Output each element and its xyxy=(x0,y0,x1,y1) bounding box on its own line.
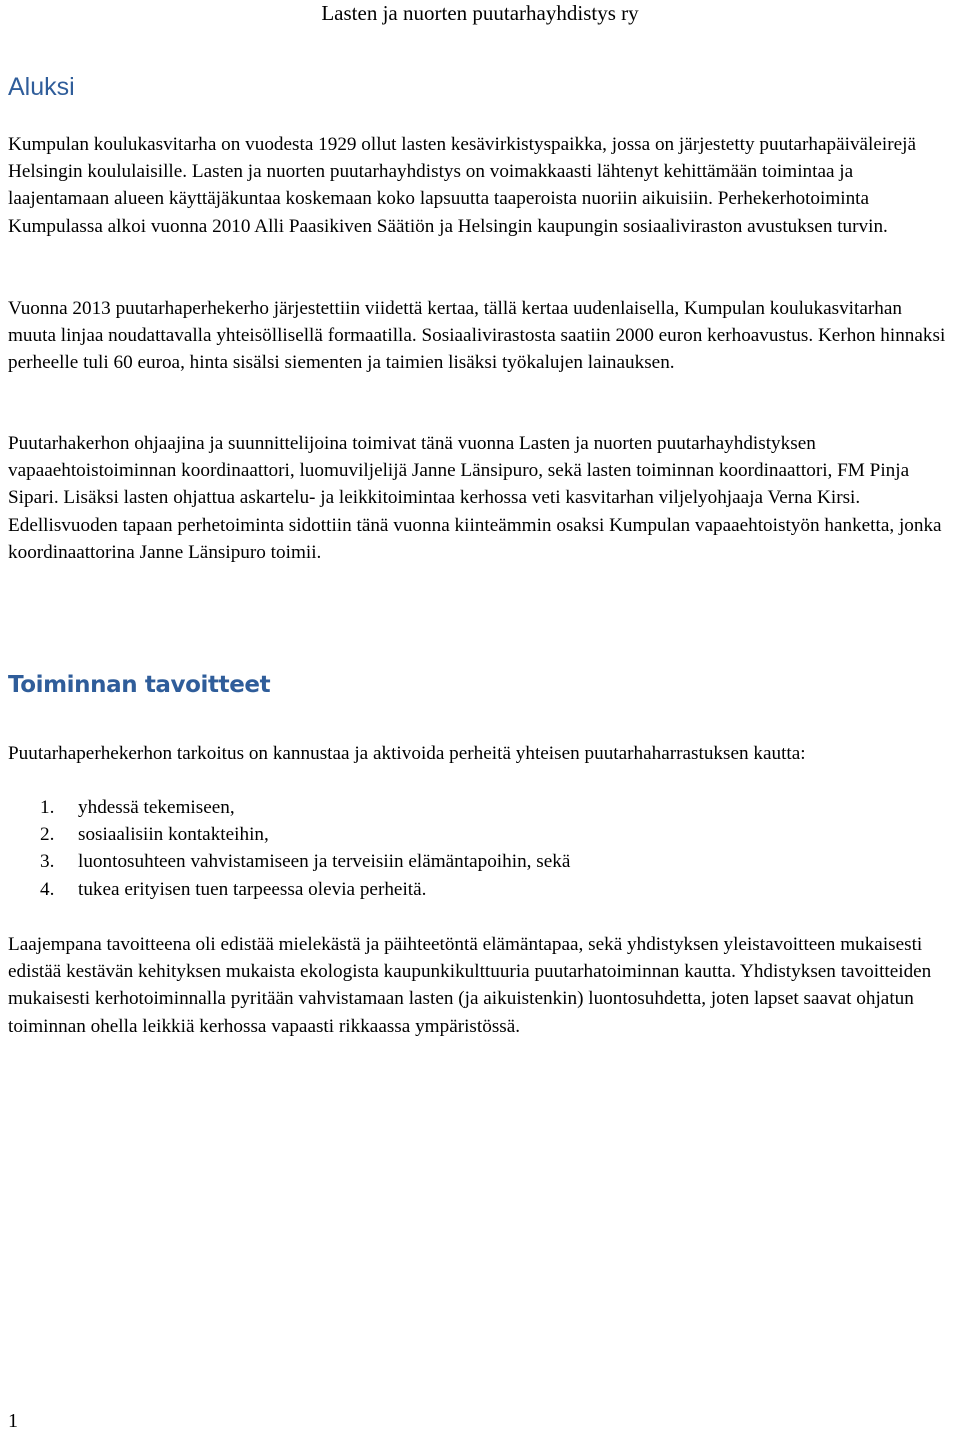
goal-list-item xyxy=(8,794,570,821)
goal-list-number: 2. xyxy=(40,824,55,846)
goal-list-text: yhdessä tekemiseen, xyxy=(78,797,235,818)
goal-list-text: tukea erityisen tuen tarpeessa olevia perheitä. xyxy=(78,878,427,900)
paragraph-2013-club: Vuonna 2013 puutarhaperhekerho järjestettiin viidettä kertaa, tällä kertaa uudenlaisella, Kumpulan koulukasvitarhan muuta linjaa noudattavalla yhteisöllisellä formaatilla. Sosiaalivirastosta saatiin 2000 euron kerhoavustus. Kerhon hinnaksi perheelle tuli 60 euroa, hinta sisälsi siementen ja taimien lisäksi työkalujen lainauksen. xyxy=(8,298,946,374)
goal-list-item xyxy=(8,876,570,903)
paragraph-goals-intro: Puutarhaperhekerhon tarkoitus on kannustaa ja aktivoida perheitä yhteisen puutarhaharrastuksen kautta: xyxy=(8,743,806,764)
goal-list-text: sosiaalisiin kontakteihin, xyxy=(78,824,269,846)
goal-list-text: luontosuhteen vahvistamiseen ja terveisiin elämäntapoihin, sekä xyxy=(78,851,571,873)
paragraph-intro: Kumpulan koulukasvitarha on vuodesta 1929 ollut lasten kesävirkistyspaikka, jossa on järjestetty puutarhapäiväleirejä Helsingin koululaisille. Lasten ja nuorten puutarhayhdistys on voimakkaasti lähtenyt kehittämään toimintaa ja laajentamaan alueen käyttäjäkuntaa koskemaan koko lapsuutta taaperoista nuoriin aikuisiin. Perhekerhotoiminta Kumpulassa alkoi vuonna 2010 Alli Paasikiven Säätiön ja Helsingin kaupungin sosiaaliviraston avustuksen turvin. xyxy=(8,134,916,237)
goal-list-number: 1. xyxy=(40,797,55,818)
goal-list-number: 3. xyxy=(40,851,55,873)
goal-list-item xyxy=(8,821,570,848)
paragraph-broader-goals: Laajempana tavoitteena oli edistää mielekästä ja päihteetöntä elämäntapaa, sekä yhdistyksen yleistavoitteen mukaisesti edistää kestävän kehityksen mukaista ekologista kaupunkikulttuuria puutarhatoiminnan kautta. Yhdistyksen tavoitteiden mukaisesti kerhotoiminnalla pyritään vahvistamaan lasten (ja aikuistenkin) luontosuhdetta, joten lapset saavat ohjatun toiminnan ohella leikkiä kerhossa vapaasti rikkaassa ympäristössä. xyxy=(8,934,932,1037)
goal-list-item xyxy=(8,848,570,875)
page-number: 1 xyxy=(8,1410,18,1432)
goal-list-number: 4. xyxy=(40,878,55,900)
section-heading-goals: Toiminnan tavoitteet xyxy=(8,672,271,698)
running-header: Lasten ja nuorten puutarhayhdistys ry xyxy=(321,1,639,25)
goal-list xyxy=(8,794,570,903)
paragraph-instructors: Puutarhakerhon ohjaajina ja suunnittelijoina toimivat tänä vuonna Lasten ja nuorten puutarhayhdistyksen vapaaehtoistoiminnan koordinaattori, luomuviljelijä Janne Länsipuro, sekä lasten toiminnan koordinaattori, FM Pinja Sipari. Lisäksi lasten ohjattua askartelu- ja leikkitoimintaa kerhossa veti kasvitarhan viljelyohjaaja Verna Kirsi. Edellisvuoden tapaan perhetoiminta sidottiin tänä vuonna kiinteämmin osaksi Kumpulan vapaaehtoistyön hanketta, jonka koordinaattorina Janne Länsipuro toimii. xyxy=(8,433,942,563)
section-heading-aluksi: Aluksi xyxy=(8,73,75,101)
